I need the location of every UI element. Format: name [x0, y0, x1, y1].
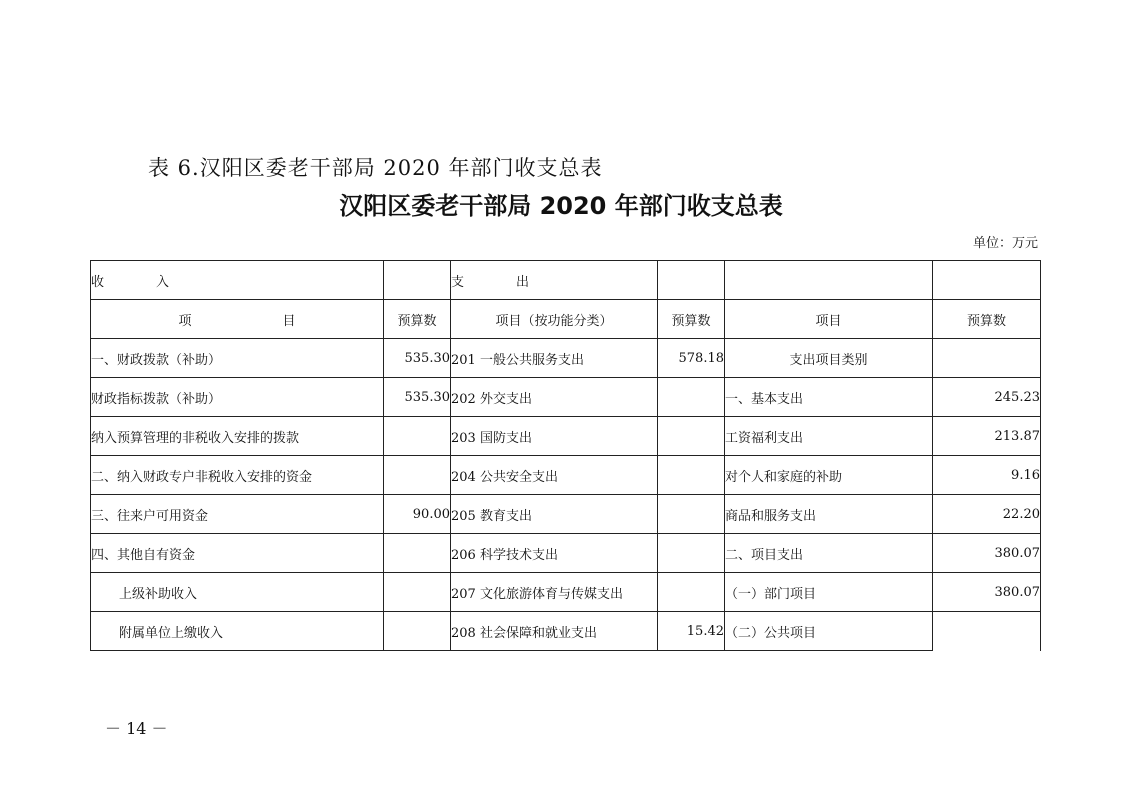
table-header-row-1	[91, 261, 1041, 300]
economic-item: 支出项目类别	[725, 339, 933, 378]
empty-cell	[725, 261, 933, 300]
budget-summary-table	[90, 260, 1041, 651]
economic-item: 对个人和家庭的补助	[725, 456, 933, 495]
table-row	[91, 417, 1041, 456]
economic-item: 商品和服务支出	[725, 495, 933, 534]
economic-value: 9.16	[933, 456, 1041, 495]
economic-value	[933, 612, 1041, 651]
income-item: 二、纳入财政专户非税收入安排的资金	[91, 456, 384, 495]
economic-value: 22.20	[933, 495, 1041, 534]
income-value	[384, 417, 451, 456]
income-value	[384, 612, 451, 651]
economic-value: 245.23	[933, 378, 1041, 417]
income-item: 三、往来户可用资金	[91, 495, 384, 534]
page-title: 汉阳区委老干部局 2020 年部门收支总表	[339, 192, 783, 220]
economic-item: 一、基本支出	[725, 378, 933, 417]
functional-value	[658, 495, 725, 534]
functional-item: 204 公共安全支出	[451, 456, 658, 495]
functional-item: 202 外交支出	[451, 378, 658, 417]
functional-value	[658, 573, 725, 612]
functional-value	[658, 378, 725, 417]
economic-value: 380.07	[933, 534, 1041, 573]
table-row	[91, 534, 1041, 573]
functional-value	[658, 417, 725, 456]
income-value	[384, 573, 451, 612]
functional-item: 207 文化旅游体育与传媒支出	[451, 573, 658, 612]
income-value	[384, 456, 451, 495]
income-item: 一、财政拨款（补助）	[91, 339, 384, 378]
table-row	[91, 456, 1041, 495]
table-row	[91, 495, 1041, 534]
functional-value: 15.42	[658, 612, 725, 651]
economic-value: 213.87	[933, 417, 1041, 456]
income-item-header: 项 目	[91, 300, 384, 339]
income-value: 535.30	[384, 378, 451, 417]
functional-value: 578.18	[658, 339, 725, 378]
table-caption: 表 6.汉阳区委老干部局 2020 年部门收支总表	[148, 156, 603, 180]
income-item: 纳入预算管理的非税收入安排的拨款	[91, 417, 384, 456]
functional-item: 203 国防支出	[451, 417, 658, 456]
table-row	[91, 378, 1041, 417]
income-value: 535.30	[384, 339, 451, 378]
economic-item: （一）部门项目	[725, 573, 933, 612]
functional-item-header: 项目（按功能分类）	[451, 300, 658, 339]
income-item: 四、其他自有资金	[91, 534, 384, 573]
table-header-row-2	[91, 300, 1041, 339]
empty-cell	[933, 261, 1041, 300]
table-row	[91, 573, 1041, 612]
income-value	[384, 534, 451, 573]
income-item: 上级补助收入	[91, 573, 384, 612]
empty-cell	[658, 261, 725, 300]
economic-item: （二）公共项目	[725, 612, 933, 651]
income-item: 附属单位上缴收入	[91, 612, 384, 651]
income-item: 财政指标拨款（补助）	[91, 378, 384, 417]
functional-item: 201 一般公共服务支出	[451, 339, 658, 378]
economic-item-header: 项目	[725, 300, 933, 339]
functional-budget-header: 预算数	[658, 300, 725, 339]
page-number: － 14 －	[105, 719, 168, 738]
empty-cell	[384, 261, 451, 300]
economic-item: 二、项目支出	[725, 534, 933, 573]
table-row	[91, 339, 1041, 378]
functional-item: 205 教育支出	[451, 495, 658, 534]
income-value: 90.00	[384, 495, 451, 534]
functional-value	[658, 534, 725, 573]
functional-value	[658, 456, 725, 495]
income-budget-header: 预算数	[384, 300, 451, 339]
unit-label: 单位：万元	[972, 236, 1038, 251]
functional-item: 208 社会保障和就业支出	[451, 612, 658, 651]
income-header: 收 入	[91, 261, 384, 300]
economic-budget-header: 预算数	[933, 300, 1041, 339]
expense-header: 支 出	[451, 261, 658, 300]
table-row	[91, 612, 1041, 651]
economic-item: 工资福利支出	[725, 417, 933, 456]
economic-value: 380.07	[933, 573, 1041, 612]
functional-item: 206 科学技术支出	[451, 534, 658, 573]
economic-value	[933, 339, 1041, 378]
